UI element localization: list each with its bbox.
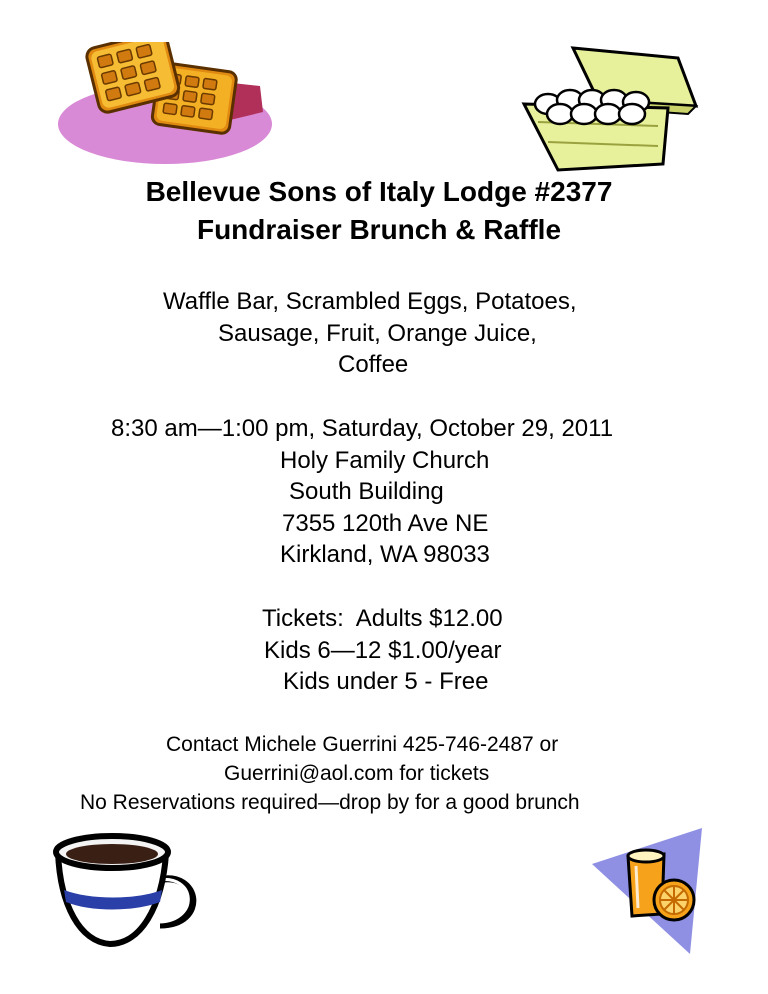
menu-line-3: Coffee <box>338 351 409 378</box>
page-subtitle: Fundraiser Brunch & Raffle <box>196 214 562 245</box>
coffee-cup-icon <box>50 830 205 950</box>
page-title: Bellevue Sons of Italy Lodge #2377 <box>145 176 613 207</box>
menu-line-1: Waffle Bar, Scrambled Eggs, Potatoes, <box>163 288 577 315</box>
event-city: Kirkland, WA 98033 <box>280 541 490 568</box>
menu-line-2: Sausage, Fruit, Orange Juice, <box>218 320 537 347</box>
egg-carton-icon <box>518 42 703 177</box>
contact-note: No Reservations required—drop by for a good brunch <box>80 791 580 814</box>
contact-line-1: Contact Michele Guerrini 425-746-2487 or <box>166 733 559 756</box>
contact-email-line: Guerrini@aol.com for tickets <box>224 762 490 785</box>
tickets-under-5: Kids under 5 - Free <box>283 668 489 695</box>
waffles-icon <box>55 42 275 167</box>
event-street: 7355 120th Ave NE <box>282 510 489 537</box>
tickets-kids: Kids 6—12 $1.00/year <box>264 637 502 664</box>
tickets-adults: Tickets: Adults $12.00 <box>262 605 503 632</box>
orange-juice-icon <box>590 826 705 956</box>
event-venue: Holy Family Church <box>280 447 490 474</box>
event-datetime: 8:30 am—1:00 pm, Saturday, October 29, 2011 <box>111 415 614 442</box>
event-building: South Building <box>289 478 444 505</box>
